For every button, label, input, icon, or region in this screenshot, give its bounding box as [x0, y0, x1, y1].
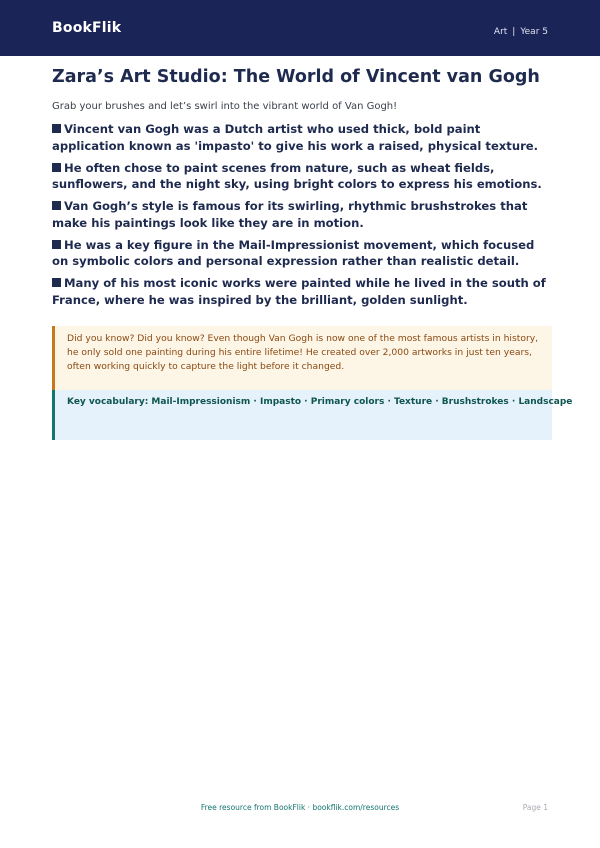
fact-item	[52, 275, 552, 308]
year-label: Year 5	[520, 27, 548, 37]
fact-text: Van Gogh’s style is famous for its swirling, rhythmic brushstrokes that make his paintings look like they are in motion.	[52, 199, 528, 230]
did-you-know-callout	[52, 326, 552, 390]
fact-text: Many of his most iconic works were painted while he lived in the south of France, where he was inspired by the brilliant, golden sunlight.	[52, 276, 546, 307]
page-title: Zara’s Art Studio: The World of Vincent van Gogh	[52, 67, 540, 87]
subject-label: Art	[493, 27, 508, 37]
page-number: Page 1	[522, 803, 548, 812]
intro-text: Grab your brushes and let’s swirl into the vibrant world of Van Gogh!	[52, 101, 398, 112]
page-header	[0, 0, 600, 56]
square-bullet-icon	[52, 163, 61, 172]
fact-text: He was a key figure in the Mail-Impressionist movement, which focused on symbolic colors and personal expression rather than realistic detail.	[52, 237, 535, 268]
vocabulary-text: Key vocabulary: Mail-Impressionism · Impasto · Primary colors · Texture · Brushstrokes · Landscape	[67, 397, 573, 407]
fact-item	[52, 237, 552, 270]
fact-item	[52, 160, 552, 193]
square-bullet-icon	[52, 124, 61, 133]
brand-logo[interactable]: BookFlik	[52, 20, 122, 36]
fact-text: Vincent van Gogh was a Dutch artist who used thick, bold paint application known as 'impasto' to give his work a raised, physical texture.	[52, 122, 539, 153]
fact-item	[52, 198, 552, 231]
callout-text: Did you know? Did you know? Even though Van Gogh is now one of the most famous artists in history, he only sold one painting during his entire lifetime! He created over 2,000 artworks in just ten years, often working quickly to capture the light before it changed.	[67, 333, 539, 372]
meta-separator: |	[512, 27, 516, 37]
footer-resource-link[interactable]: Free resource from BookFlik · bookflik.com/resources	[200, 803, 400, 812]
square-bullet-icon	[52, 240, 61, 249]
fact-text: He often chose to paint scenes from nature, such as wheat fields, sunflowers, and the night sky, using bright colors to express his emotions.	[52, 160, 542, 191]
fact-item	[52, 121, 552, 154]
square-bullet-icon	[52, 201, 61, 210]
page-footer	[0, 802, 600, 814]
subject-year-meta	[494, 26, 548, 38]
square-bullet-icon	[52, 278, 61, 287]
vocabulary-box	[52, 390, 573, 440]
fact-list	[52, 121, 552, 314]
